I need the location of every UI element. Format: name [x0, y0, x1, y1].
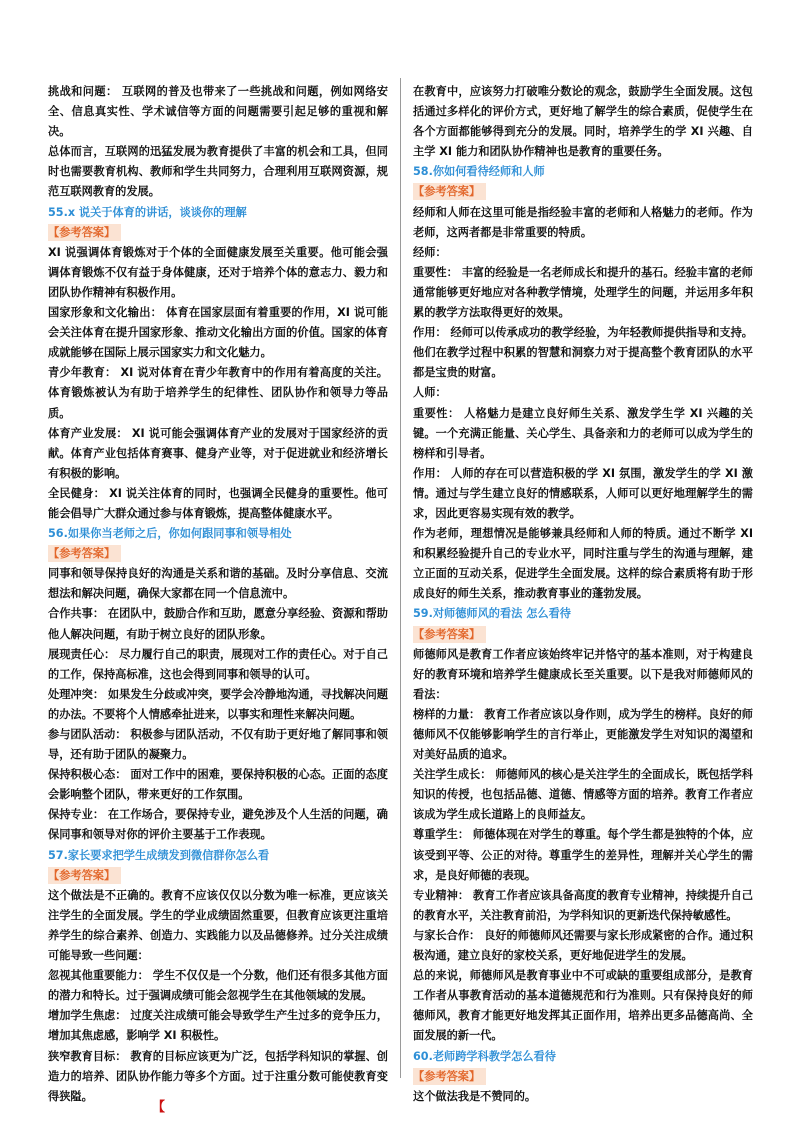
paragraph: 重要性： 人格魅力是建立良好师生关系、激发学生学 XI 兴趣的关键。一个充满正能量、关心学生、具备亲和力的老师可以成为学生的榜样和引导者。 — [413, 406, 753, 460]
question-heading: 60.老师跨学科教学怎么看待 — [413, 1049, 556, 1063]
paragraph: 作用： 经师可以传承成功的教学经验，为年轻教师提供指导和支持。他们在教学过程中积累的智慧和洞察力对于提高整个教育团队的水平都是宝贵的财富。 — [413, 326, 753, 380]
paragraph: 国家形象和文化输出： 体育在国家层面有着重要的作用，XI 说可能会关注体育在提升国家形象、推动文化输出方面的价值。国家的体育成就能够在国际上展示国家实力和文化魅力。 — [48, 306, 388, 360]
paragraph: 合作共事： 在团队中，鼓励合作和互助，愿意分享经验、资源和帮助他人解决问题，有助于树立良好的团队形象。 — [48, 607, 388, 641]
question-heading: 57.家长要求把学生成绩发到微信群你怎么看 — [48, 848, 270, 862]
paragraph: 人师： — [413, 386, 447, 400]
reference-answer-text: 【参考答案】 — [413, 626, 486, 643]
paragraph: 保持积极心态： 面对工作中的困难，要保持积极的心态。正面的态度会影响整个团队，带来更好的工作氛围。 — [48, 768, 388, 802]
paragraph: 榜样的力量： 教育工作者应该以身作则，成为学生的榜样。良好的师德师风不仅能够影响学生的言行举止，更能激发学生对知识的渴望和对美好品质的追求。 — [413, 707, 753, 762]
reference-answer-label — [413, 625, 753, 645]
paragraph: XI 说强调体育锻炼对于个体的全面健康发展至关重要。他可能会强调体育锻炼不仅有益于身体健康，还对于培养个体的意志力、毅力和团队协作精神有积极作用。 — [48, 245, 388, 299]
paragraph: 经师和人师在这里可能是指经验丰富的老师和人格魅力的老师。作为老师，这两者都是非常重要的特质。 — [413, 205, 753, 239]
reference-answer-text: 【参考答案】 — [413, 183, 486, 200]
question-heading: 58.你如何看待经师和人师 — [413, 165, 545, 179]
paragraph: 保持专业： 在工作场合，要保持专业，避免涉及个人生活的问题，确保同事和领导对你的评价主要基于工作表现。 — [48, 808, 388, 842]
paragraph: 忽视其他重要能力： 学生不仅仅是一个分数，他们还有很多其他方面的潜力和特长。过于强调成绩可能会忽视学生在其他领域的发展。 — [48, 969, 388, 1003]
paragraph: 专业精神： 教育工作者应该具备高度的教育专业精神，持续提升自己的教育水平，关注教育前沿，为学科知识的更新迭代保持敏感性。 — [413, 888, 753, 922]
paragraph: 作为老师，理想情况是能够兼具经师和人师的特质。通过不断学 XI 和积累经验提升自己的专业水平，同时注重与学生的沟通与理解，建立正面的互动关系，促进学生全面发展。这样的综合素质将有助于形成良好的师生关系，推动教育事业的蓬勃发展。 — [413, 527, 753, 601]
paragraph: 师德师风是教育工作者应该始终牢记并恪守的基本准则，对于构建良好的教育环境和培养学生健康成长至关重要。以下是我对师德师风的看法： — [413, 647, 753, 701]
reference-answer-label — [48, 544, 388, 564]
paragraph: 总体而言，互联网的迅猛发展为教育提供了丰富的机会和工具，但同时也需要教育机构、教师和学生共同努力，合理利用互联网资源，规范互联网教育的发展。 — [48, 145, 388, 199]
paragraph: 经师： — [413, 245, 447, 259]
paragraph: 同事和领导保持良好的沟通是关系和谐的基础。及时分享信息、交流想法和解决问题，确保大家都在同一个信息流中。 — [48, 567, 388, 601]
paragraph: 挑战和问题： 互联网的普及也带来了一些挑战和问题，例如网络安全、信息真实性、学术诚信等方面的问题需要引起足够的重视和解决。 — [48, 85, 388, 139]
reference-answer-text: 【参考答案】 — [48, 224, 121, 241]
paragraph: 这个做法我是不赞同的。 — [413, 1089, 537, 1103]
paragraph: 青少年教育： XI 说对体育在青少年教育中的作用有着高度的关注。体育锻炼被认为有助于培养学生的纪律性、团队协作和领导力等品质。 — [48, 366, 388, 420]
paragraph: 在教育中，应该努力打破唯分数论的观念，鼓励学生全面发展。这包括通过多样化的评价方式，更好地了解学生的综合素质，促使学生在各个方面都能够得到充分的发展。同时，培养学生的学 XI 兴趣、自主学 XI 能力和团队协作精神也是教育的重要任务。 — [413, 85, 753, 159]
paragraph: 参与团队活动： 积极参与团队活动，不仅有助于更好地了解同事和领导，还有助于团队的凝聚力。 — [48, 728, 388, 762]
question-heading: 55.x 说关于体育的讲话，谈谈你的理解 — [48, 205, 247, 219]
reference-answer-label — [48, 223, 388, 243]
reference-answer-label — [48, 866, 388, 886]
paragraph: 总的来说，师德师风是教育事业中不可或缺的重要组成部分，是教育工作者从事教育活动的基本道德规范和行为准则。只有保持良好的师德师风，教育才能更好地发挥其正面作用，培养出更多品德高尚、全面发展的新一代。 — [413, 969, 753, 1043]
column-divider — [400, 78, 401, 1078]
paragraph: 体育产业发展： XI 说可能会强调体育产业的发展对于国家经济的贡献。体育产业包括体育赛事、健身产业等，对于促进就业和经济增长有积极的影响。 — [48, 426, 388, 480]
paragraph: 作用： 人师的存在可以营造积极的学 XI 氛围，激发学生的学 XI 激情。通过与学生建立良好的情感联系，人师可以更好地理解学生的需求，因此更容易实现有效的教学。 — [413, 466, 753, 520]
paragraph: 全民健身： XI 说关注体育的同时，也强调全民健身的重要性。他可能会倡导广大群众通过参与体育锻炼，提高整体健康水平。 — [48, 486, 388, 520]
question-heading: 56.如果你当老师之后，你如何跟同事和领导相处 — [48, 527, 292, 541]
footer-mark: 【 — [152, 1100, 166, 1115]
question-heading: 59.对师德师风的看法 怎么看待 — [413, 607, 571, 621]
reference-answer-label — [413, 1067, 753, 1087]
right-column — [413, 82, 753, 1107]
left-column — [48, 82, 388, 1107]
paragraph: 尊重学生： 师德体现在对学生的尊重。每个学生都是独特的个体，应该受到平等、公正的对待。尊重学生的差异性，理解并关心学生的需求，是良好师德的表现。 — [413, 828, 753, 882]
reference-answer-text: 【参考答案】 — [413, 1068, 486, 1085]
paragraph: 展现责任心： 尽力履行自己的职责，展现对工作的责任心。对于自己的工作，保持高标准，这也会得到同事和领导的认可。 — [48, 647, 388, 681]
reference-answer-label — [413, 182, 753, 202]
paragraph: 增加学生焦虑： 过度关注成绩可能会导致学生产生过多的竞争压力，增加其焦虑感，影响学 XI 积极性。 — [48, 1009, 388, 1043]
reference-answer-text: 【参考答案】 — [48, 867, 121, 884]
paragraph: 重要性： 丰富的经验是一名老师成长和提升的基石。经验丰富的老师通常能够更好地应对各种教学情境，处理学生的问题，并运用多年积累的教学方法取得更好的效果。 — [413, 265, 753, 320]
paragraph: 这个做法是不正确的。教育不应该仅仅以分数为唯一标准，更应该关注学生的全面发展。学生的学业成绩固然重要，但教育应该更注重培养学生的综合素养、创造力、实践能力以及品德修养。过分关注成绩可能导致一些问题： — [48, 888, 388, 963]
paragraph: 狭窄教育目标： 教育的目标应该更为广泛，包括学科知识的掌握、创造力的培养、团队协作能力等多个方面。过于注重分数可能使教育变得狭隘。 — [48, 1049, 388, 1103]
paragraph: 关注学生成长： 师德师风的核心是关注学生的全面成长，既包括学科知识的传授，也包括品德、道德、情感等方面的培养。教育工作者应该成为学生成长道路上的良师益友。 — [413, 768, 753, 822]
paragraph: 与家长合作： 良好的师德师风还需要与家长形成紧密的合作。通过积极沟通，建立良好的家校关系，更好地促进学生的发展。 — [413, 928, 753, 963]
paragraph: 处理冲突： 如果发生分歧或冲突，要学会冷静地沟通，寻找解决问题的办法。不要将个人情感牵扯进来，以事实和理性来解决问题。 — [48, 687, 388, 721]
reference-answer-text: 【参考答案】 — [48, 545, 121, 562]
